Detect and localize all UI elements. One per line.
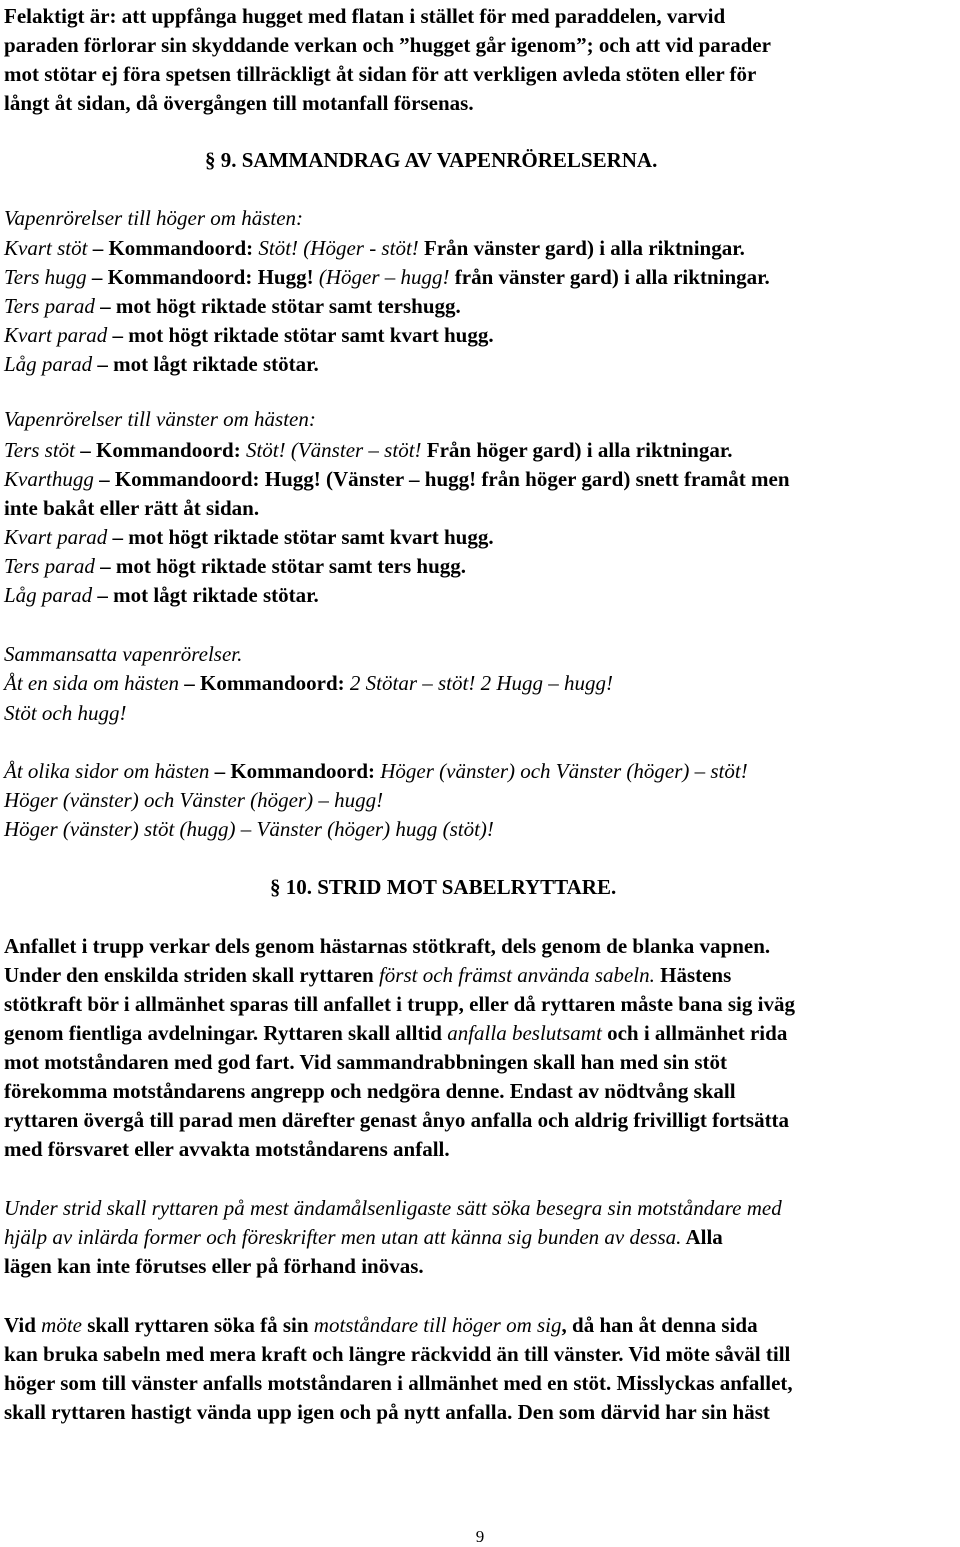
text: Från vänster gard) i alla riktningar. [418,236,745,260]
para-2-line-1: Under strid skall ryttaren på mest ändamålsenligaste sätt söka besegra sin motståndare med [4,1196,782,1220]
para-2-line-2 [4,1223,723,1251]
text: – Kommandoord: [178,671,350,695]
text: Under den enskilda striden skall ryttaren [4,963,379,987]
left-line-2-cont: inte bakåt eller rätt åt sidan. [4,496,260,520]
left-side-heading: Vapenrörelser till vänster om hästen: [4,407,316,431]
right-side-heading: Vapenrörelser till höger om hästen: [4,206,304,230]
command: 2 Stötar – stöt! 2 Hugg – hugg! [349,671,614,695]
text: – Kommandoord: [87,236,259,260]
command: Stöt! (Vänster – stöt! [245,438,422,462]
command: (Höger – hugg! [318,265,450,289]
text: Vid [4,1313,42,1337]
intro-line-3: mot stötar ej föra spetsen tillräckligt åt sidan för att verkligen avleda stöten eller för [4,62,757,86]
para-1-line-3: stötkraft bör i allmänhet sparas till anfallet i trupp, eller då ryttaren måste bana sig iväg [4,992,795,1016]
para-1-line-4 [4,1019,787,1047]
para-1-line-7: ryttaren övergå till parad men därefter genast ånyo anfalla och aldrig frivilligt fortsätta [4,1108,790,1132]
text: Alla [681,1225,723,1249]
combined-line-4: Höger (vänster) och Vänster (höger) – hugg! [4,788,384,812]
left-line-2 [4,465,790,493]
para-2-line-3: lägen kan inte förutses eller på förhand inövas. [4,1254,424,1278]
para-3-line-2: kan bruka sabeln med mera kraft och längre räckvidd än till vänster. Vid möte såväl till [4,1342,791,1366]
text: och i allmänhet rida [601,1021,788,1045]
emphasis: motståndare till höger om sig [313,1313,562,1337]
text: – mot högt riktade stötar samt kvart hugg. [107,323,494,347]
section-9-heading: § 9. SAMMANDRAG AV VAPENRÖRELSERNA. [205,148,658,172]
text: – mot högt riktade stötar samt kvart hugg. [107,525,494,549]
term: Åt olika sidor om hästen [4,759,210,783]
command: Stöt! (Höger - stöt! [258,236,419,260]
text: – Kommandoord: Hugg! (Vänster – hugg! från höger gard) snett framåt men [93,467,790,491]
left-line-5 [4,581,319,609]
right-line-3 [4,292,461,320]
intro-line-1: Felaktigt är: att uppfånga hugget med flatan i stället för med paraddelen, varvid [4,4,726,28]
left-line-1 [4,436,732,464]
right-line-1 [4,234,745,262]
para-1-line-1: Anfallet i trupp verkar dels genom hästarnas stötkraft, dels genom de blanka vapnen. [4,934,771,958]
combined-line-5: Höger (vänster) stöt (hugg) – Vänster (höger) hugg (stöt)! [4,817,494,841]
text: – mot lågt riktade stötar. [92,583,319,607]
para-1-line-8: med försvaret eller avvakta motståndarens anfall. [4,1137,450,1161]
combined-line-3 [4,757,748,785]
term: Låg parad [4,352,93,376]
term: Ters hugg [4,265,87,289]
combined-line-2: Stöt och hugg! [4,701,127,725]
intro-line-2: paraden förlorar sin skyddande verkan och ”hugget går igenom”; och att vid parader [4,33,771,57]
para-1-line-6: förekomma motståndarens angrepp och nedgöra denne. Endast av nödtvång skall [4,1079,736,1103]
command: Höger (vänster) och Vänster (höger) – stöt! [380,759,748,783]
right-line-5 [4,350,319,378]
text: Hästens [654,963,732,987]
term: Kvart parad [4,323,108,347]
text: – Kommandoord: [75,438,246,462]
right-line-2 [4,263,770,291]
emphasis: först och främst använda sabeln. [378,963,655,987]
page-number: 9 [475,1527,485,1546]
emphasis: anfalla beslutsamt [447,1021,602,1045]
term: Kvarthugg [4,467,94,491]
para-3-line-3: höger som till vänster anfalls motståndaren i allmänhet med en stöt. Misslyckas anfallet, [4,1371,793,1395]
combined-line-1 [4,669,613,697]
text: , då han åt denna sida [561,1313,758,1337]
term: Kvart stöt [4,236,88,260]
para-1-line-2 [4,961,731,989]
para-3-line-4: skall ryttaren hastigt vända upp igen och på nytt anfalla. Den som därvid har sin häst [4,1400,770,1424]
text: – Kommandoord: [209,759,381,783]
emphasis: möte [41,1313,82,1337]
term: Åt en sida om hästen [4,671,179,695]
text: – mot högt riktade stötar samt ters hugg. [94,554,467,578]
text: – mot högt riktade stötar samt tershugg. [94,294,461,318]
emphasis: hjälp av inlärda former och föreskrifter men utan att känna sig bunden av dessa. [4,1225,682,1249]
section-10-heading: § 10. STRID MOT SABELRYTTARE. [270,875,617,899]
term: Ters stöt [4,438,76,462]
term: Ters parad [4,294,95,318]
right-line-4 [4,321,494,349]
text: Från höger gard) i alla riktningar. [421,438,733,462]
para-1-line-5: mot motståndaren med god fart. Vid sammandrabbningen skall han med sin stöt [4,1050,728,1074]
combined-heading: Sammansatta vapenrörelser. [4,642,243,666]
text: – mot lågt riktade stötar. [92,352,319,376]
text: – Kommandoord: Hugg! [86,265,319,289]
term: Ters parad [4,554,95,578]
para-3-line-1 [4,1311,758,1339]
left-line-3 [4,523,494,551]
term: Låg parad [4,583,93,607]
text: genom fientliga avdelningar. Ryttaren skall alltid [4,1021,448,1045]
left-line-4 [4,552,466,580]
text: skall ryttaren söka få sin [81,1313,314,1337]
text: från vänster gard) i alla riktningar. [449,265,770,289]
intro-line-4: långt åt sidan, då övergången till motanfall försenas. [4,91,474,115]
term: Kvart parad [4,525,108,549]
